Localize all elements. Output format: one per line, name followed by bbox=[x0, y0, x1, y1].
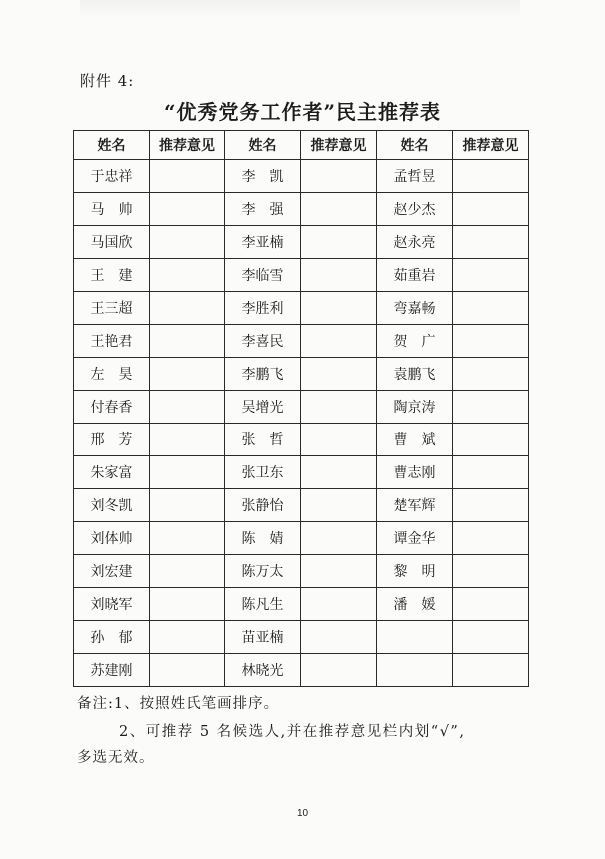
opinion-cell-col3[interactable] bbox=[453, 258, 529, 291]
opinion-cell-col2[interactable] bbox=[301, 423, 377, 456]
candidate-name-col2: 陈万太 bbox=[225, 555, 301, 588]
header-opinion-2: 推荐意见 bbox=[301, 131, 377, 160]
table-row bbox=[74, 423, 529, 456]
candidate-name-col3 bbox=[377, 621, 453, 654]
candidate-name-col3: 潘 媛 bbox=[377, 588, 453, 621]
table-row bbox=[74, 456, 529, 489]
candidate-name-col2: 陈凡生 bbox=[225, 588, 301, 621]
table-row bbox=[74, 654, 529, 687]
opinion-cell-col3[interactable] bbox=[453, 423, 529, 456]
opinion-cell-col3[interactable] bbox=[453, 324, 529, 357]
candidate-name-col2: 苗亚楠 bbox=[225, 621, 301, 654]
table-row bbox=[74, 291, 529, 324]
candidate-name-col2: 李胜利 bbox=[225, 291, 301, 324]
scan-shadow bbox=[80, 0, 520, 18]
opinion-cell-col2[interactable] bbox=[301, 489, 377, 522]
candidate-name-col3: 谭金华 bbox=[377, 522, 453, 555]
candidate-name-col1: 刘晓军 bbox=[74, 588, 150, 621]
table-row bbox=[74, 489, 529, 522]
table-row bbox=[74, 258, 529, 291]
opinion-cell-col2[interactable] bbox=[301, 192, 377, 225]
opinion-cell-col3[interactable] bbox=[453, 225, 529, 258]
candidate-name-col2: 李临雪 bbox=[225, 258, 301, 291]
opinion-cell-col2[interactable] bbox=[301, 160, 377, 193]
table-row bbox=[74, 357, 529, 390]
table-row bbox=[74, 621, 529, 654]
opinion-cell-col1[interactable] bbox=[150, 291, 225, 324]
opinion-cell-col3[interactable] bbox=[453, 654, 529, 687]
opinion-cell-col2[interactable] bbox=[301, 654, 377, 687]
candidate-name-col3 bbox=[377, 654, 453, 687]
opinion-cell-col1[interactable] bbox=[150, 192, 225, 225]
candidate-name-col1: 朱家富 bbox=[74, 456, 150, 489]
opinion-cell-col2[interactable] bbox=[301, 225, 377, 258]
candidate-name-col3: 贺 广 bbox=[377, 324, 453, 357]
candidate-name-col1: 王三超 bbox=[74, 291, 150, 324]
candidate-name-col3: 陶京涛 bbox=[377, 390, 453, 423]
candidate-name-col2: 李鹏飞 bbox=[225, 357, 301, 390]
header-opinion-3: 推荐意见 bbox=[453, 131, 529, 160]
candidate-name-col1: 王 建 bbox=[74, 258, 150, 291]
candidate-name-col1: 苏建刚 bbox=[74, 654, 150, 687]
opinion-cell-col2[interactable] bbox=[301, 291, 377, 324]
candidate-name-col1: 孙 郁 bbox=[74, 621, 150, 654]
header-name-3: 姓名 bbox=[377, 131, 453, 160]
opinion-cell-col1[interactable] bbox=[150, 160, 225, 193]
opinion-cell-col3[interactable] bbox=[453, 555, 529, 588]
candidate-name-col2: 张 哲 bbox=[225, 423, 301, 456]
candidate-name-col1: 邢 芳 bbox=[74, 423, 150, 456]
candidate-name-col2: 陈 婧 bbox=[225, 522, 301, 555]
candidate-name-col1: 刘宏建 bbox=[74, 555, 150, 588]
recommendation-table bbox=[73, 130, 529, 687]
candidate-name-col3: 赵少杰 bbox=[377, 192, 453, 225]
candidate-name-col2: 李亚楠 bbox=[225, 225, 301, 258]
opinion-cell-col3[interactable] bbox=[453, 588, 529, 621]
candidate-name-col2: 李 强 bbox=[225, 192, 301, 225]
candidate-name-col3: 袁鹏飞 bbox=[377, 357, 453, 390]
table-row bbox=[74, 192, 529, 225]
opinion-cell-col2[interactable] bbox=[301, 324, 377, 357]
candidate-name-col3: 楚军辉 bbox=[377, 489, 453, 522]
candidate-name-col2: 张静怡 bbox=[225, 489, 301, 522]
table-row bbox=[74, 225, 529, 258]
candidate-name-col1: 马国欣 bbox=[74, 225, 150, 258]
opinion-cell-col3[interactable] bbox=[453, 357, 529, 390]
candidate-name-col1: 付春香 bbox=[74, 390, 150, 423]
candidate-name-col1: 刘冬凯 bbox=[74, 489, 150, 522]
candidate-name-col2: 李喜民 bbox=[225, 324, 301, 357]
opinion-cell-col2[interactable] bbox=[301, 456, 377, 489]
candidate-name-col1: 马 帅 bbox=[74, 192, 150, 225]
candidate-name-col3: 弯嘉畅 bbox=[377, 291, 453, 324]
opinion-cell-col1[interactable] bbox=[150, 456, 225, 489]
opinion-cell-col1[interactable] bbox=[150, 225, 225, 258]
header-name-1: 姓名 bbox=[74, 131, 150, 160]
opinion-cell-col1[interactable] bbox=[150, 621, 225, 654]
table-row bbox=[74, 555, 529, 588]
opinion-cell-col3[interactable] bbox=[453, 192, 529, 225]
candidate-name-col3: 黎 明 bbox=[377, 555, 453, 588]
opinion-cell-col1[interactable] bbox=[150, 555, 225, 588]
header-name-2: 姓名 bbox=[225, 131, 301, 160]
candidate-name-col1: 王艳君 bbox=[74, 324, 150, 357]
candidate-name-col1: 刘体帅 bbox=[74, 522, 150, 555]
candidate-name-col2: 吴增光 bbox=[225, 390, 301, 423]
table-row bbox=[74, 522, 529, 555]
opinion-cell-col3[interactable] bbox=[453, 291, 529, 324]
header-opinion-1: 推荐意见 bbox=[150, 131, 225, 160]
candidate-name-col2: 张卫东 bbox=[225, 456, 301, 489]
opinion-cell-col1[interactable] bbox=[150, 588, 225, 621]
opinion-cell-col2[interactable] bbox=[301, 555, 377, 588]
opinion-cell-col3[interactable] bbox=[453, 390, 529, 423]
candidate-name-col3: 孟哲昱 bbox=[377, 160, 453, 193]
candidate-name-col2: 林晓光 bbox=[225, 654, 301, 687]
opinion-cell-col1[interactable] bbox=[150, 423, 225, 456]
opinion-cell-col1[interactable] bbox=[150, 489, 225, 522]
opinion-cell-col2[interactable] bbox=[301, 621, 377, 654]
table-row bbox=[74, 588, 529, 621]
candidate-name-col1: 左 昊 bbox=[74, 357, 150, 390]
table-row bbox=[74, 390, 529, 423]
opinion-cell-col1[interactable] bbox=[150, 324, 225, 357]
opinion-cell-col3[interactable] bbox=[453, 621, 529, 654]
page-number: 10 bbox=[296, 808, 309, 819]
table-row bbox=[74, 160, 529, 193]
opinion-cell-col3[interactable] bbox=[453, 456, 529, 489]
opinion-cell-col3[interactable] bbox=[453, 522, 529, 555]
opinion-cell-col3[interactable] bbox=[453, 160, 529, 193]
candidate-name-col3: 茹重岩 bbox=[377, 258, 453, 291]
opinion-cell-col1[interactable] bbox=[150, 522, 225, 555]
candidate-name-col3: 赵永亮 bbox=[377, 225, 453, 258]
candidate-name-col3: 曹 斌 bbox=[377, 423, 453, 456]
table-body bbox=[74, 160, 529, 687]
page-title: “优秀党务工作者”民主推荐表 bbox=[163, 100, 441, 124]
table-row bbox=[74, 324, 529, 357]
opinion-cell-col1[interactable] bbox=[150, 258, 225, 291]
opinion-cell-col1[interactable] bbox=[150, 357, 225, 390]
note-line-1: 备注:1、按照姓氏笔画排序。 bbox=[77, 696, 280, 712]
opinion-cell-col2[interactable] bbox=[301, 258, 377, 291]
candidate-name-col3: 曹志刚 bbox=[377, 456, 453, 489]
candidate-name-col2: 李 凯 bbox=[225, 160, 301, 193]
opinion-cell-col2[interactable] bbox=[301, 390, 377, 423]
note-line-2: 2、可推荐 5 名候选人,并在推荐意见栏内划“√”, bbox=[119, 724, 466, 740]
candidate-name-col1: 于忠祥 bbox=[74, 160, 150, 193]
opinion-cell-col2[interactable] bbox=[301, 588, 377, 621]
opinion-cell-col2[interactable] bbox=[301, 357, 377, 390]
attachment-label: 附件 4: bbox=[80, 72, 135, 90]
opinion-cell-col1[interactable] bbox=[150, 654, 225, 687]
opinion-cell-col3[interactable] bbox=[453, 489, 529, 522]
header-row bbox=[74, 131, 529, 160]
opinion-cell-col2[interactable] bbox=[301, 522, 377, 555]
opinion-cell-col1[interactable] bbox=[150, 390, 225, 423]
note-line-3: 多选无效。 bbox=[77, 750, 155, 766]
